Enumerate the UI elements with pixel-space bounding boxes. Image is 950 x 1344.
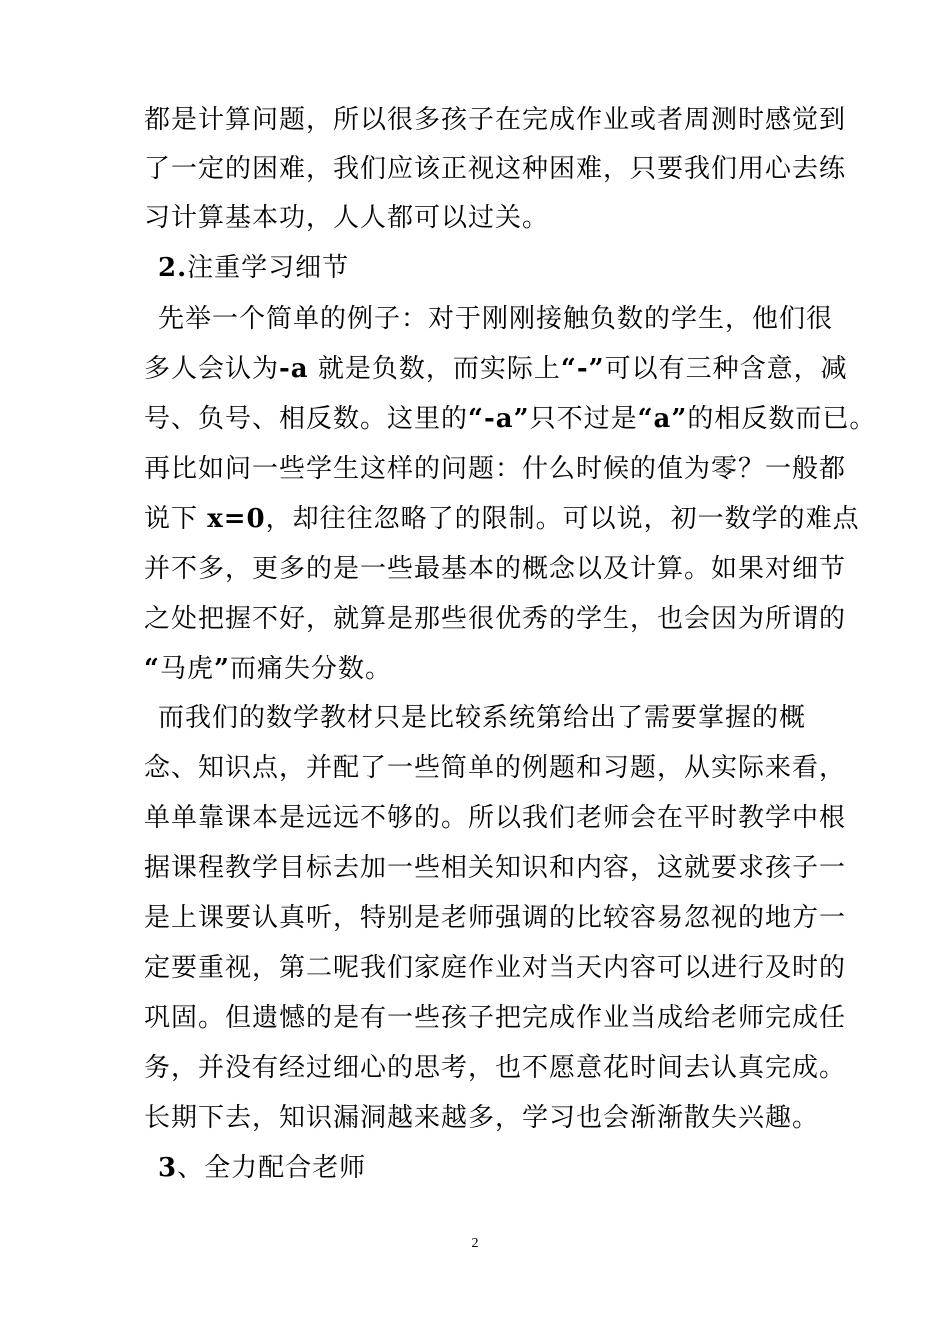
text-line: 并不多，更多的是一些最基本的概念以及计算。如果对细节 xyxy=(144,554,847,584)
section-number: 2. xyxy=(158,253,188,283)
text-line: 巩固。但遗憾的是有一些孩子把完成作业当成给老师完成任 xyxy=(144,1003,847,1033)
text-line: 定要重视，第二呢我们家庭作业对当天内容可以进行及时的 xyxy=(144,953,847,983)
text-span: 可以有三种含意，减 xyxy=(604,354,848,384)
section-title: 、全力配合老师 xyxy=(177,1153,367,1183)
math-term: “a” xyxy=(637,404,688,434)
text-line xyxy=(144,502,860,536)
text-line: 习计算基本功，人人都可以过关。 xyxy=(144,203,550,233)
text-line: 念、知识点，并配了一些简单的例题和习题，从实际来看， xyxy=(144,753,847,783)
text-line: 单单靠课本是远远不够的。所以我们老师会在平时教学中根 xyxy=(144,803,847,833)
text-span: 的相反数而已。 xyxy=(687,404,877,434)
text-span: ，却往往忽略了的限制。可以说，初一数学的难点 xyxy=(265,504,860,534)
math-term: x=0 xyxy=(207,504,266,534)
text-span: 只不过是 xyxy=(529,404,638,434)
text-span: 号、负号、相反数。这里的 xyxy=(144,404,469,434)
text-span: 说下 xyxy=(144,504,208,534)
section-title: 注重学习细节 xyxy=(187,253,350,283)
math-term: -a xyxy=(279,354,309,384)
quote-mark: ” xyxy=(213,654,230,684)
text-line: 先举一个简单的例子：对于刚刚接触负数的学生，他们很 xyxy=(158,304,834,334)
section-heading-2 xyxy=(158,251,349,285)
text-line: 再比如问一些学生这样的问题：什么时候的值为零？一般都 xyxy=(144,454,847,484)
text-span: 就是负数，而实际上 xyxy=(308,354,561,384)
page-number: 2 xyxy=(471,1236,479,1251)
text-line: 长期下去，知识漏洞越来越多，学习也会渐渐散失兴趣。 xyxy=(144,1103,820,1133)
math-term: “-a” xyxy=(468,404,530,434)
text-line: 都是计算问题，所以很多孩子在完成作业或者周测时感觉到 xyxy=(144,105,847,135)
text-line: 之处把握不好，就算是那些很优秀的学生，也会因为所谓的 xyxy=(144,604,847,634)
text-line xyxy=(144,402,876,436)
text-span: 而痛失分数。 xyxy=(229,654,392,684)
text-span: 马虎 xyxy=(159,654,214,684)
text-line xyxy=(144,652,392,686)
quote-mark: “ xyxy=(144,654,160,684)
text-line: 了一定的困难，我们应该正视这种困难，只要我们用心去练 xyxy=(144,154,847,184)
section-heading-3 xyxy=(158,1151,366,1185)
text-line: 是上课要认真听，特别是老师强调的比较容易忽视的地方一 xyxy=(144,903,847,933)
section-number: 3 xyxy=(158,1153,178,1183)
text-span: 多人会认为 xyxy=(144,354,280,384)
text-line: 据课程教学目标去加一些相关知识和内容，这就要求孩子一 xyxy=(144,853,847,883)
text-line xyxy=(144,352,848,386)
text-line: 务，并没有经过细心的思考，也不愿意花时间去认真完成。 xyxy=(144,1053,847,1083)
text-line: 而我们的数学教材只是比较系统第给出了需要掌握的概 xyxy=(158,703,807,733)
math-term: “-” xyxy=(560,354,605,384)
